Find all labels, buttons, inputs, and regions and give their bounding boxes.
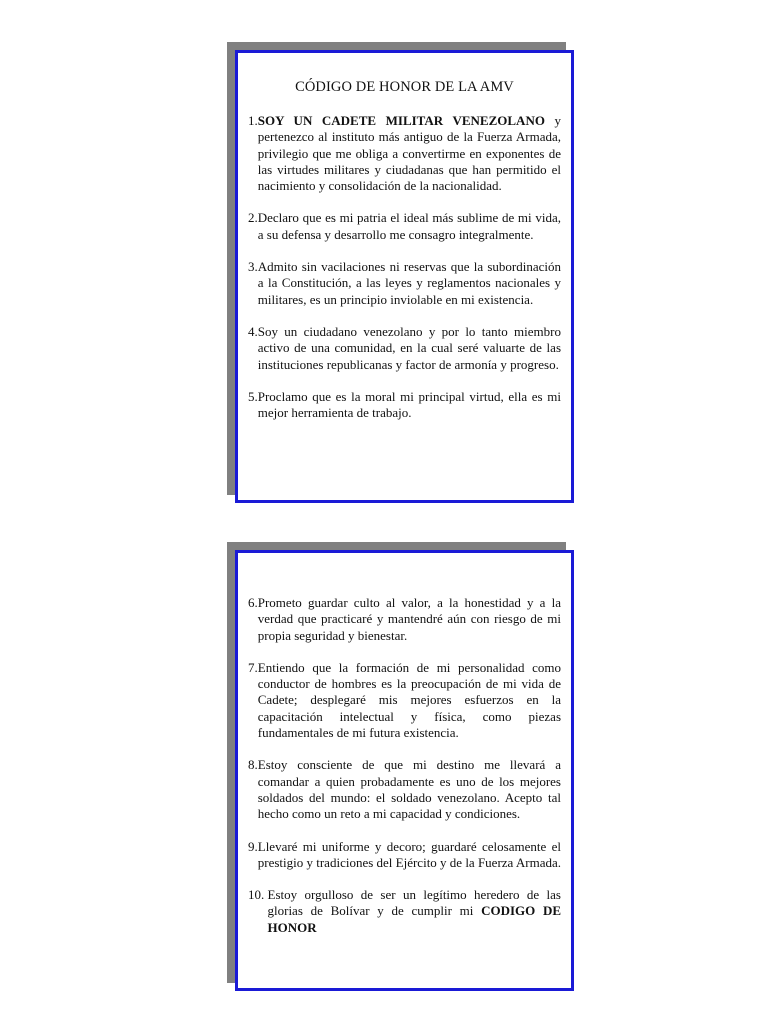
honor-code-item-7 [248, 660, 561, 741]
item-text: Admito sin vacilaciones ni reservas que la subordinación a la Constitución, a las leyes y reglamentos nacionales y militares, es un principio inviolable en mi existencia. [257, 259, 561, 307]
item-number: 2. [248, 210, 258, 226]
honor-code-item-10 [248, 887, 561, 936]
honor-code-item-6 [248, 595, 561, 644]
item-number: 1. [248, 113, 258, 128]
item-body: Estoy orgulloso de ser un legítimo heredero de las glorias de Bolívar y de cumplir mi [267, 887, 561, 919]
item-number: 7. [248, 659, 258, 675]
item-text: Llevaré mi uniforme y decoro; guardaré celosamente el prestigio y tradiciones del Ejército y de la Fuerza Armada. [257, 838, 561, 870]
honor-code-card-2 [235, 550, 574, 991]
item-number: 9. [248, 838, 258, 854]
honor-code-item-4 [248, 324, 561, 373]
item-text: Prometo guardar culto al valor, a la honestidad y a la verdad que practicaré y mantendré aún con riesgo de mi propia seguridad y bienestar. [257, 595, 561, 643]
item-number: 4. [248, 323, 258, 339]
item-text: Soy un ciudadano venezolano y por lo tanto miembro activo de una comunidad, en la cual seré valuarte de las instituciones republicanas y factor de armonía y progreso. [257, 323, 561, 372]
item-bold-text: SOY UN CADETE MILITAR VENEZOLANO [257, 113, 545, 128]
document-title: CÓDIGO DE HONOR DE LA AMV [295, 79, 514, 95]
honor-code-item-2 [248, 210, 561, 243]
honor-code-item-8 [248, 757, 561, 822]
honor-code-list-1 [248, 113, 561, 421]
honor-code-card-1 [235, 50, 574, 503]
item-number: 5. [248, 388, 258, 404]
honor-code-item-5 [248, 389, 561, 422]
item-number: 6. [248, 595, 258, 610]
honor-code-item-3 [248, 259, 561, 308]
honor-code-item-1 [248, 113, 561, 194]
item-number: 8. [248, 757, 258, 773]
item-bold-text: CODIGO DE HONOR [267, 903, 562, 935]
item-number: 3. [248, 259, 258, 275]
item-text [268, 887, 562, 936]
honor-code-list-2 [248, 595, 561, 936]
item-text: Proclamo que es la moral mi principal virtud, ella es mi mejor herramienta de trabajo. [257, 388, 561, 421]
item-number: 10. [248, 887, 268, 903]
item-body: y pertenezco al instituto más antiguo de la Fuerza Armada, privilegio que me obliga a convertirme en exponentes de las virtudes militares y ciudadanas que han permitido el nacimiento y consolidación de la nacionalidad. [257, 113, 562, 194]
item-text: Entiendo que la formación de mi personalidad como conductor de hombres es la preocupación de mi vida de Cadete; desplegaré mis mejores esfuerzos en la capacitación intelectual y física, como piezas fundamentales de mi futura existencia. [257, 659, 561, 741]
honor-code-item-9 [248, 839, 561, 872]
item-text [258, 113, 561, 194]
item-text: Declaro que es mi patria el ideal más sublime de mi vida, a su defensa y desarrollo me consagro integralmente. [257, 210, 561, 242]
item-text: Estoy consciente de que mi destino me llevará a comandar a quien probadamente es uno de los mejores soldados del mundo: el soldado venezolano. Acepto tal hecho como un reto a mi capacidad y condiciones. [257, 757, 561, 822]
